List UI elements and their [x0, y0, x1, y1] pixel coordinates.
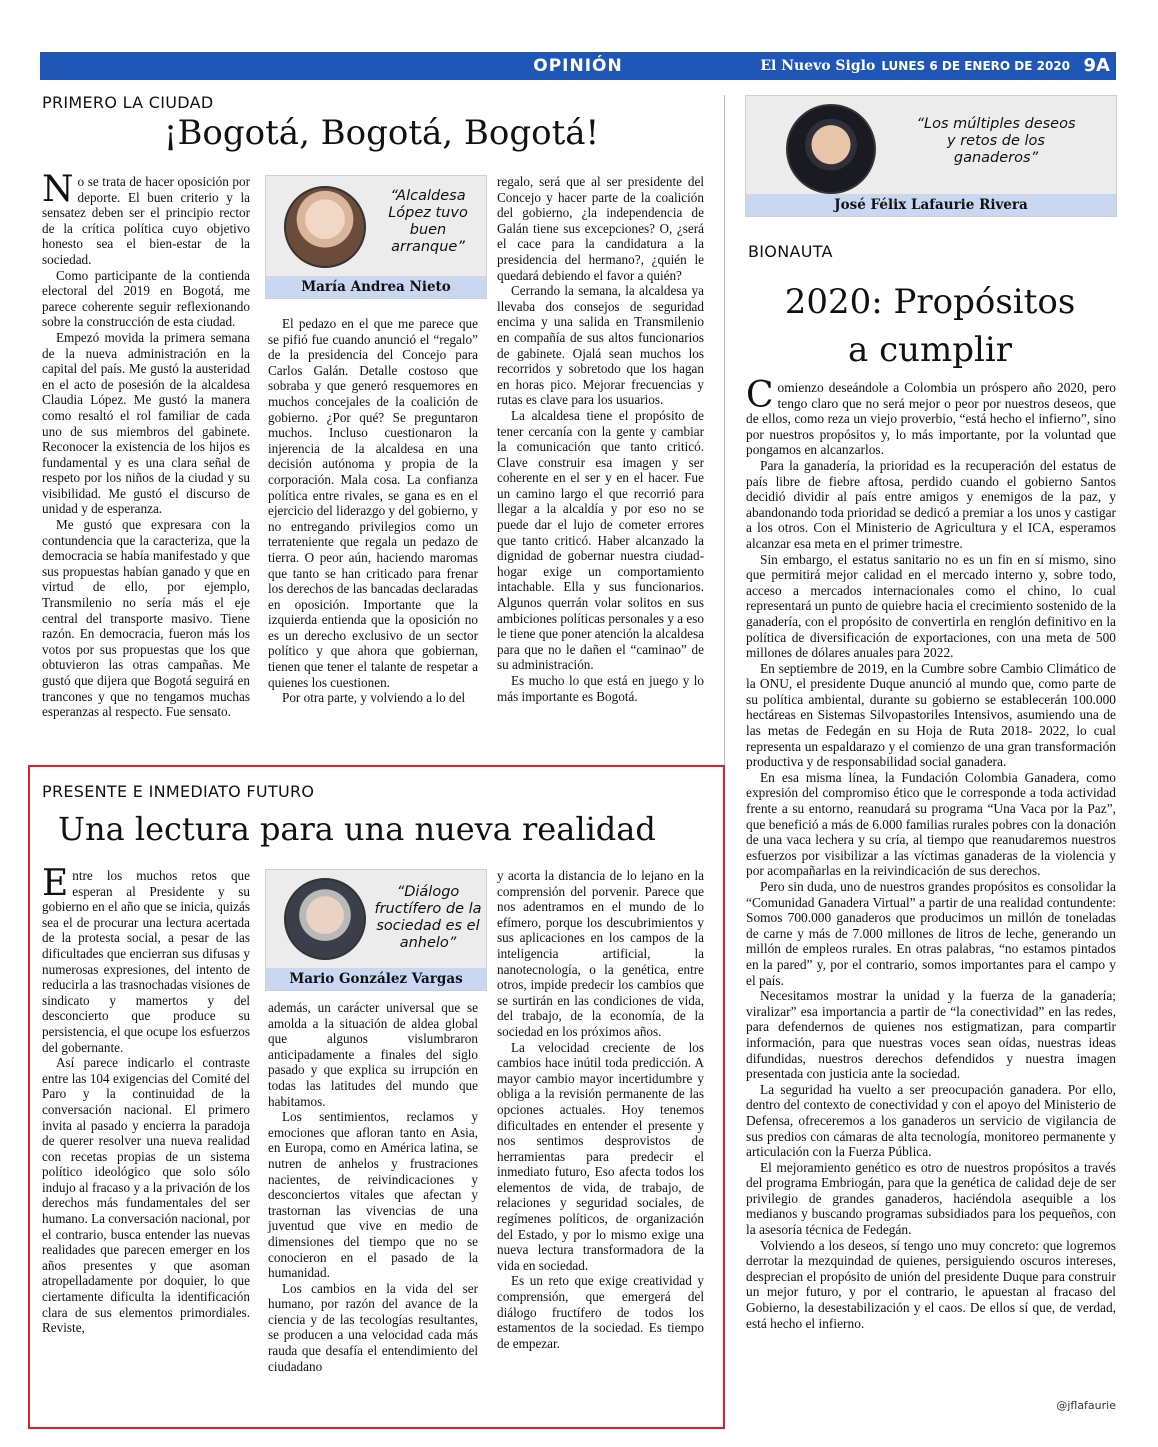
- article3-title: [745, 278, 1115, 374]
- article2-paragraph: Los cambios en la vida del ser humano, por razón del avance de la ciencia y de las tecologías resultantes, se producen a una velocidad cada más rauda que desafía el entendimiento del ciudadano: [268, 1280, 478, 1374]
- section-header-bar: [40, 52, 1116, 80]
- article2-paragraph: La velocidad creciente de los cambios hace inútil toda predicción. A mayor cambio mayor incertidumbre y obliga a la revisión permanente de las opciones actuales. Hoy tenemos dificultades en entender el presente y nos sentimos desprovistos de herramientas para predecir el inmediato futuro, Eso afecta todos los elementos de vida, de trabajo, de relaciones y seguridad sociales, de regímenes políticos, de organización del Estado, y por lo mismo exige una nueva lectura transformadora de la vida en sociedad.: [497, 1039, 704, 1273]
- article3-paragraph: Comienzo deseándole a Colombia un próspero año 2020, pero tengo claro que no será mejor o peor por nuestros deseos, que de ellos, como reza un viejo proverbio, “está hecho el infierno”, sino por nuestros propósitos y, lo más importante, por la voluntad que pongamos en alcanzarlos.: [746, 375, 1116, 458]
- article1-column-2: [268, 316, 478, 706]
- author-portrait-icon: [284, 878, 366, 960]
- article1-paragraph: No se trata de hacer oposición por deporte. El buen criterio y la sensatez deben ser el principio rector de la crítica política cuyo objetivo honesto sea el bien-estar de la sociedad.: [42, 169, 250, 267]
- article3-kicker: BIONAUTA: [748, 242, 833, 261]
- article2-paragraph: Así parece indicarlo el contraste entre las 104 exigencias del Comité del Paro y la continuidad de la conversación nacional. El primero invita al pasado y encierra la paradoja de querer resolver una nueva realidad con recetas propias de un sistema político ideológico que solo sólo indujo al fracaso y a la privación de los derechos más fundamentales del ser humano. La conversación nacional, por el contrario, busca entender las nuevas realidades que parecen emerger en los años presentes y que asoman atropelladamente por doquier, lo que ciertamente dificulta la identificación clara de sus elementos primordiales. Reviste,: [42, 1055, 250, 1336]
- article3-title-line2: a cumplir: [847, 330, 1013, 370]
- author-name: María Andrea Nieto: [266, 276, 486, 298]
- article2-paragraph: y acorta la distancia de lo lejano en la comprensión del porvenir. Parece que nos adentramos en el mundo de lo efímero, porque los descubrimientos y sus aplicaciones en los campos de la inteligencia artificial, la nanotecnología, o la genética, entre otros, impide predecir los cambios que se surtirán en las condiciones de vida, del trabajo, de la economía, de la sociedad en los próximos años.: [497, 868, 704, 1039]
- column-divider: [724, 95, 725, 775]
- article3-body: [746, 375, 1116, 1331]
- pull-quote: “Alcaldesa López tuvo buen arranque”: [388, 188, 468, 255]
- article2-paragraph: Entre los muchos retos que esperan al Presidente y su gobierno en el año que se inicia, quizás sea el de procurar una lectura acertada de la protesta social, a pesar de las dificultades que encierran sus difusas y numerosas expresiones, del intento de reducirla a las trasnochadas visiones de sindicato y mamertos y del desconcierto que produce su persistencia, el que ocupe los esfuerzos del gobernante.: [42, 863, 250, 1055]
- author-portrait-icon: [284, 186, 366, 268]
- article3-paragraph: Volviendo a los deseos, sí tengo uno muy concreto: que logremos derrotar la mezquindad de quienes, persiguiendo oscuros intereses, desprecian el propósito de unión del presidente Duque para construir un mejor futuro, y por el contrario, le apuestan al fracaso del Gobierno, la desestabilización y el caos. De ellos sí que, de verdad, está hecho el infierno.: [746, 1237, 1116, 1331]
- article3-paragraph: En esa misma línea, la Fundación Colombia Ganadera, como expresión del compromiso ético que le corresponde a toda actividad frente a su entorno, reanudará su programa “Una Vaca por la Paz”, que benefició a más de 6.000 familias rurales pobres con la donación de una vaca lechera y su cría, al tiempo que reanudaremos nuestros esfuerzos por visibilizar a las víctimas ganaderas de la violencia y por acompañarlas en la reivindicación de sus derechos.: [746, 769, 1116, 879]
- author-portrait-icon: [786, 104, 876, 194]
- drop-cap: C: [746, 375, 774, 416]
- article1-paragraph: Es mucho lo que está en juego y lo más importante es Bogotá.: [497, 673, 704, 704]
- pull-quote: “Diálogo fructífero de la sociedad es el anhelo”: [374, 884, 482, 951]
- article1-column-1: [42, 169, 250, 720]
- article3-paragraph: Para la ganadería, la prioridad es la recuperación del estatus de país libre de fiebre aftosa, perdido cuando el gobierno Santos decidió dividir al país entre amigos y enemigos de la paz, y abandonando toda prioridad se dedicó a premiar a los unos y castigar a los otros. Con el Ministerio de Agricultura y el ICA, esperamos alcanzar esa meta en el primer trimestre.: [746, 457, 1116, 551]
- article3-paragraph: La seguridad ha vuelto a ser preocupación ganadera. Por ello, dentro del contexto de conectividad y con el apoyo del Ministerio de Defensa, ofreceremos a los ganaderos un servicio de vigilancia de sus predios con cámaras de alta tecnología, monitoreo permanente y articulación con la Fuerza Pública.: [746, 1081, 1116, 1160]
- article2-paragraph: además, un carácter universal que se amolda a la situación de aldea global que algunos vislumbraron anticipadamente a finales del siglo pasado y que explica su irrupción en todas las latitudes del mundo que habitamos.: [268, 1000, 478, 1109]
- article2-author-box: [265, 869, 487, 991]
- article1-title: ¡Bogotá, Bogotá, Bogotá!: [163, 113, 600, 153]
- article1-paragraph: regalo, será que al ser presidente del Concejo y hacer parte de la coalición del gobierno, ¿la independencia de Galán tiene sus excepciones? O, ¿será el cace para la candidatura a la presidencia del hermano?, ¿quién le quedará debiendo el favor a quién?: [497, 174, 704, 283]
- author-name: Mario González Vargas: [266, 968, 486, 990]
- article3-author-box: [745, 95, 1117, 217]
- article1-kicker: PRIMERO LA CIUDAD: [42, 93, 214, 112]
- article3-paragraph: El mejoramiento genético es otro de nuestros propósitos a través del programa Embriogán, para que la genética de calidad deje de ser privilegio de grandes ganaderos, haciéndola asequible a los medianos y buscando programas subsidiados para los pequeños, con la asesoría técnica de Fedegán.: [746, 1159, 1116, 1238]
- article2-paragraph: Los sentimientos, reclamos y emociones que afloran tanto en Asia, en Europa, como en América latina, se nutren de anhelos y frustraciones nacientes, de reivindicaciones y desconciertos vitales que afectan y trastornan las vivencias de una juventud que vive en medio de dimensiones del tiempo que no se conocieron en el pasado de la humanidad.: [268, 1109, 478, 1281]
- article1-paragraph: La alcaldesa tiene el propósito de tener cercanía con la gente y cambiar la comunicación que tanto criticó. Clave construir esa imagen y ser coherente en el ser y en el hacer. Fue un camino largo el que recorrió para llegar a la alcaldía y por eso no se puede dar el lujo de cometer errores que tanto criticó. Haber alcanzado la dignidad de gobernar nuestra ciudad-hogar exige un comportamiento intachable. Ella y sus funcionarios. Algunos querrán volar solitos en sus ambiciones políticas personales y a eso le tiene que poner atención la alcaldesa para que no le dañen el “caminao” de su administración.: [497, 407, 704, 673]
- issue-date: LUNES 6 DE ENERO DE 2020: [881, 59, 1070, 73]
- masthead: [760, 58, 1070, 74]
- page-number: 9A: [1083, 55, 1110, 76]
- section-name: OPINIÓN: [533, 56, 623, 76]
- article3-title-line1: 2020: Propósitos: [784, 282, 1076, 322]
- author-name: José Félix Lafaurie Rivera: [746, 194, 1116, 216]
- article2-kicker: PRESENTE E INMEDIATO FUTURO: [42, 782, 315, 801]
- newspaper-name: El Nuevo Siglo: [760, 58, 876, 74]
- article1-paragraph: Como participante de la contienda electoral del 2019 en Bogotá, me parece coherente seguir reflexionando sobre la construcción de esta ciudad.: [42, 267, 250, 330]
- drop-cap: N: [42, 169, 74, 210]
- article1-paragraph: Cerrando la semana, la alcaldesa ya llevaba dos consejos de seguridad encima y una salida en Transmilenio en compañía de sus altos funcionarios de gabinete. Ojalá sean muchos los recorridos y sobretodo que los hagan en horas pico. Mejorar frecuencias y rutas es clave para los usuarios.: [497, 283, 704, 408]
- article3-paragraph: Pero sin duda, uno de nuestros grandes propósitos es consolidar la “Comunidad Ganadera Virtual” a partir de una realidad contundente: Somos 700.000 ganaderos que producimos un millón de toneladas de carne y más de 7.000 millones de litros de leche, generando un millón de empleos rurales. En otras palabras, “no estamos pintados en la pared” y, por el contrario, somos importantes para el campo y el país.: [746, 879, 1116, 988]
- article1-paragraph: El pedazo en el que me parece que se pifió fue cuando anunció el “regalo” de la presidencia del Concejo para Carlos Galán. Detalle costoso que sobraba y que generó resquemores en muchos concejales de la coalición de gobierno. ¿Por qué? Se preguntaron muchos. Incluso cuestionaron la injerencia de la alcaldesa en una decisión autónoma y propia de la corporación. Mala cosa. La confianza política entre rivales, se gana es en el ejercicio del liderazgo y del gobierno, y no entregando privilegios como un terrateniente que regala un pedazo de tierra. O peor aún, haciendo maromas que tanto se han criticado para frenar los derechos de las bancadas declaradas en oposición. Importante que la izquierda entienda que la oposición no es un derecho exclusivo de un sector político y que ahora que gobiernan, tienen que tener el talante de respetar a quienes los cuestionen.: [268, 316, 478, 690]
- author-handle: @jflafaurie: [1056, 1399, 1116, 1412]
- article1-author-box: [265, 175, 487, 299]
- article2-paragraph: Es un reto que exige creatividad y comprensión, que emergerá del diálogo fructífero de todos los estamentos de la sociedad. Es tiempo de empezar.: [497, 1273, 704, 1351]
- article2-column-2: [268, 1000, 478, 1374]
- article1-paragraph: Me gustó que expresara con la contundencia que la caracteriza, que la democracia se había manifestado y que sus propuestas habían ganado y que en virtud de ello, por ejemplo, Transmilenio no sería más el eje central del transporte masivo. Tiene razón. En democracia, fueron más los votos por sus propuestas que los que obtuvieron las otras campañas. Me gustó que dijera que Bogotá seguirá en trancones y que no tengamos muchas esperanzas al respecto. Fue sensato.: [42, 517, 250, 720]
- article2-title: Una lectura para una nueva realidad: [58, 810, 656, 848]
- article3-paragraph: En septiembre de 2019, en la Cumbre sobre Cambio Climático de la ONU, el presidente Duque anunció al mundo que, como parte de su política ambiental, durante su gobierno se establecerán 100.000 hectáreas en Sistemas Silvopastoriles Intensivos, asumiendo una de las metas de Fedegán en su Hoja de Ruta 2018- 2022, lo cual representa un espaldarazo y el comienzo de una gran transformación productiva y de responsabilidad social ganadera.: [746, 660, 1116, 770]
- article2-column-1: [42, 863, 250, 1336]
- article2-column-3: [497, 868, 704, 1351]
- article3-paragraph: Sin embargo, el estatus sanitario no es un fin en sí mismo, sino que permitirá mejor calidad en el mercado interno y, sobre todo, acceso a mercados internacionales como el chino, lo cual representará un punto de quiebre hacia el crecimiento sostenido de la ganadería, con el propósito de convertirla en renglón definitivo en la política de diversificación de exportaciones, con una meta de 500 millones de dólares anuales para 2022.: [746, 551, 1116, 661]
- pull-quote: “Los múltiples deseos y retos de los ganaderos”: [916, 116, 1076, 166]
- article3-paragraph: Necesitamos mostrar la unidad y la fuerza de la ganadería; viralizar” esa importancia a partir de “la conectividad” en las redes, para defendernos de quienes nos estigmatizan, para compartir información, para que nuestras voces sean oídas, nuestras ideas difundidas, nuestros derechos defendidos y nuestra imagen presentada con justicia ante la sociedad.: [746, 988, 1116, 1082]
- article1-paragraph: Por otra parte, y volviendo a lo del: [282, 690, 466, 706]
- article1-column-3: [497, 174, 704, 704]
- drop-cap: E: [42, 863, 69, 904]
- article1-paragraph: Empezó movida la primera semana de la nueva administración en la capital del país. Me gustó la austeridad en el acto de posesión de la alcaldesa Claudia López. Me gustó la manera como resaltó el rol familiar de cada uno de sus miembros del gabinete. Reconocer la existencia de los hijos es fundamental y es una clara señal de respeto por los niños de la ciudad y su visibilidad. Me gustó el discurso de unidad y de esperanza.: [42, 329, 250, 517]
